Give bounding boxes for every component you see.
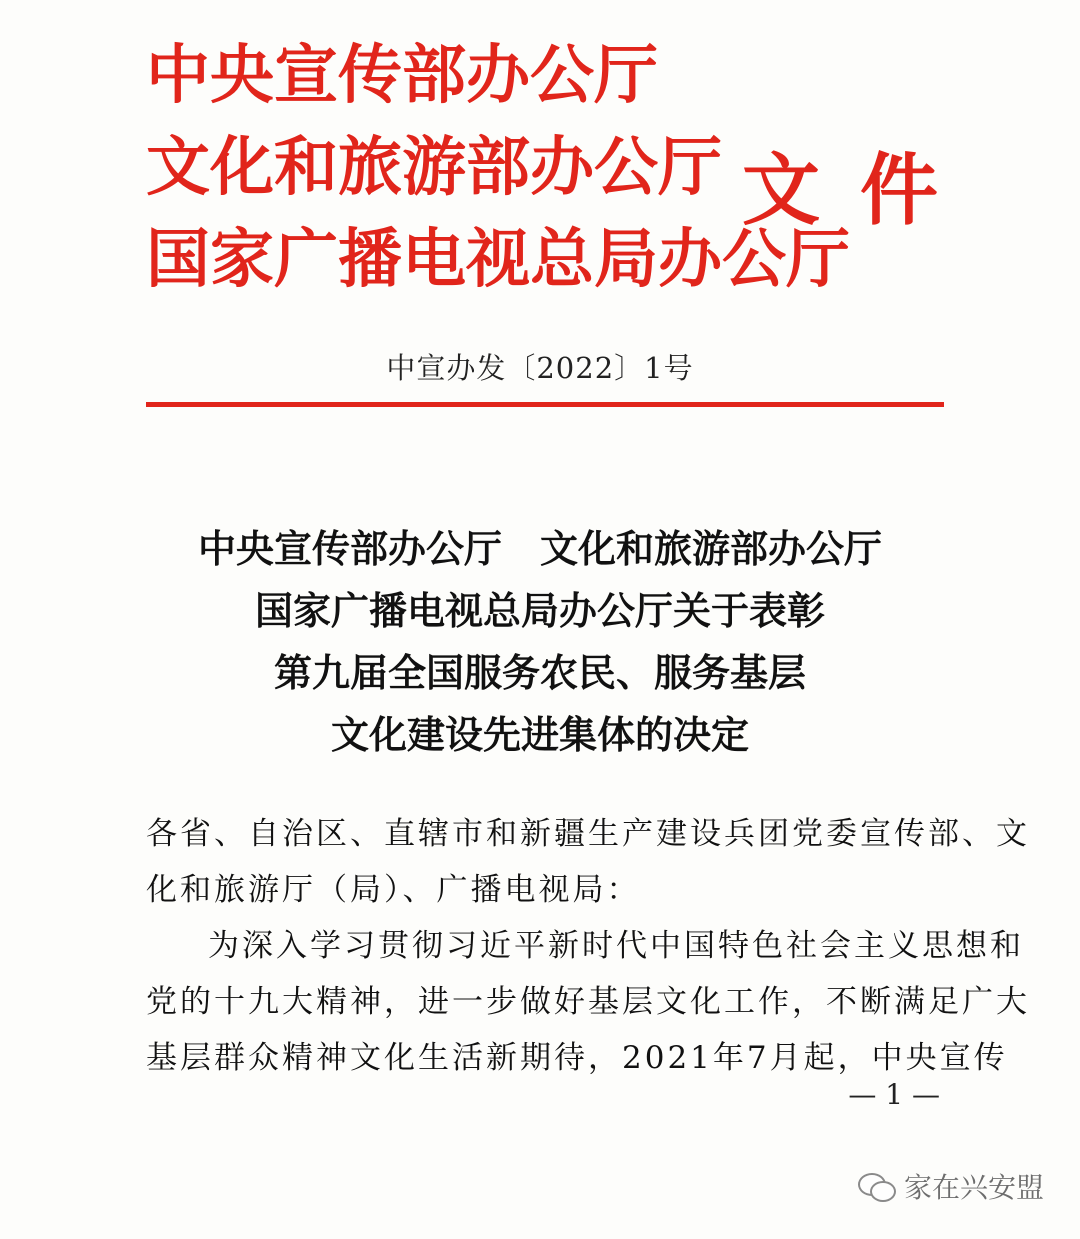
- title-line: 第九届全国服务农民、服务基层: [273, 651, 806, 695]
- title-line: 中央宣传部办公厅 文化和旅游部办公厅: [197, 527, 882, 571]
- watermark: [858, 1166, 1044, 1206]
- title-line: 文化建设先进集体的决定: [330, 713, 749, 757]
- paragraph-line: 为深入学习贯彻习近平新时代中国特色社会主义思想和: [208, 928, 1024, 964]
- document-title: [0, 518, 1080, 766]
- paragraph-line: 党的十九大精神，进一步做好基层文化工作，不断满足广大: [146, 984, 1030, 1020]
- document-number: 中宣办发〔2022〕1号: [386, 351, 694, 385]
- doc-type-label: 文件: [742, 146, 979, 236]
- addressee-line: 化和旅游厅（局）、广播电视局：: [146, 872, 641, 908]
- paragraph-line: 基层群众精神文化生活新期待，2021年7月起，中央宣传: [146, 1040, 1008, 1076]
- title-line: 国家广播电视总局办公厅关于表彰: [254, 589, 825, 633]
- issuer-line: 国家广播电视总局办公厅: [146, 223, 850, 297]
- wechat-icon: [858, 1171, 896, 1201]
- document-body: [146, 806, 1030, 1086]
- addressee-line: 各省、自治区、直辖市和新疆生产建设兵团党委宣传部、文: [146, 816, 1030, 852]
- issuer-line: 中央宣传部办公厅: [146, 39, 658, 113]
- page-number: — 1 —: [848, 1078, 940, 1111]
- issuer-line: 文化和旅游部办公厅: [146, 131, 722, 205]
- watermark-text: 家在兴安盟: [903, 1171, 1044, 1204]
- red-divider: [146, 402, 944, 407]
- letterhead-issuers: [146, 30, 850, 306]
